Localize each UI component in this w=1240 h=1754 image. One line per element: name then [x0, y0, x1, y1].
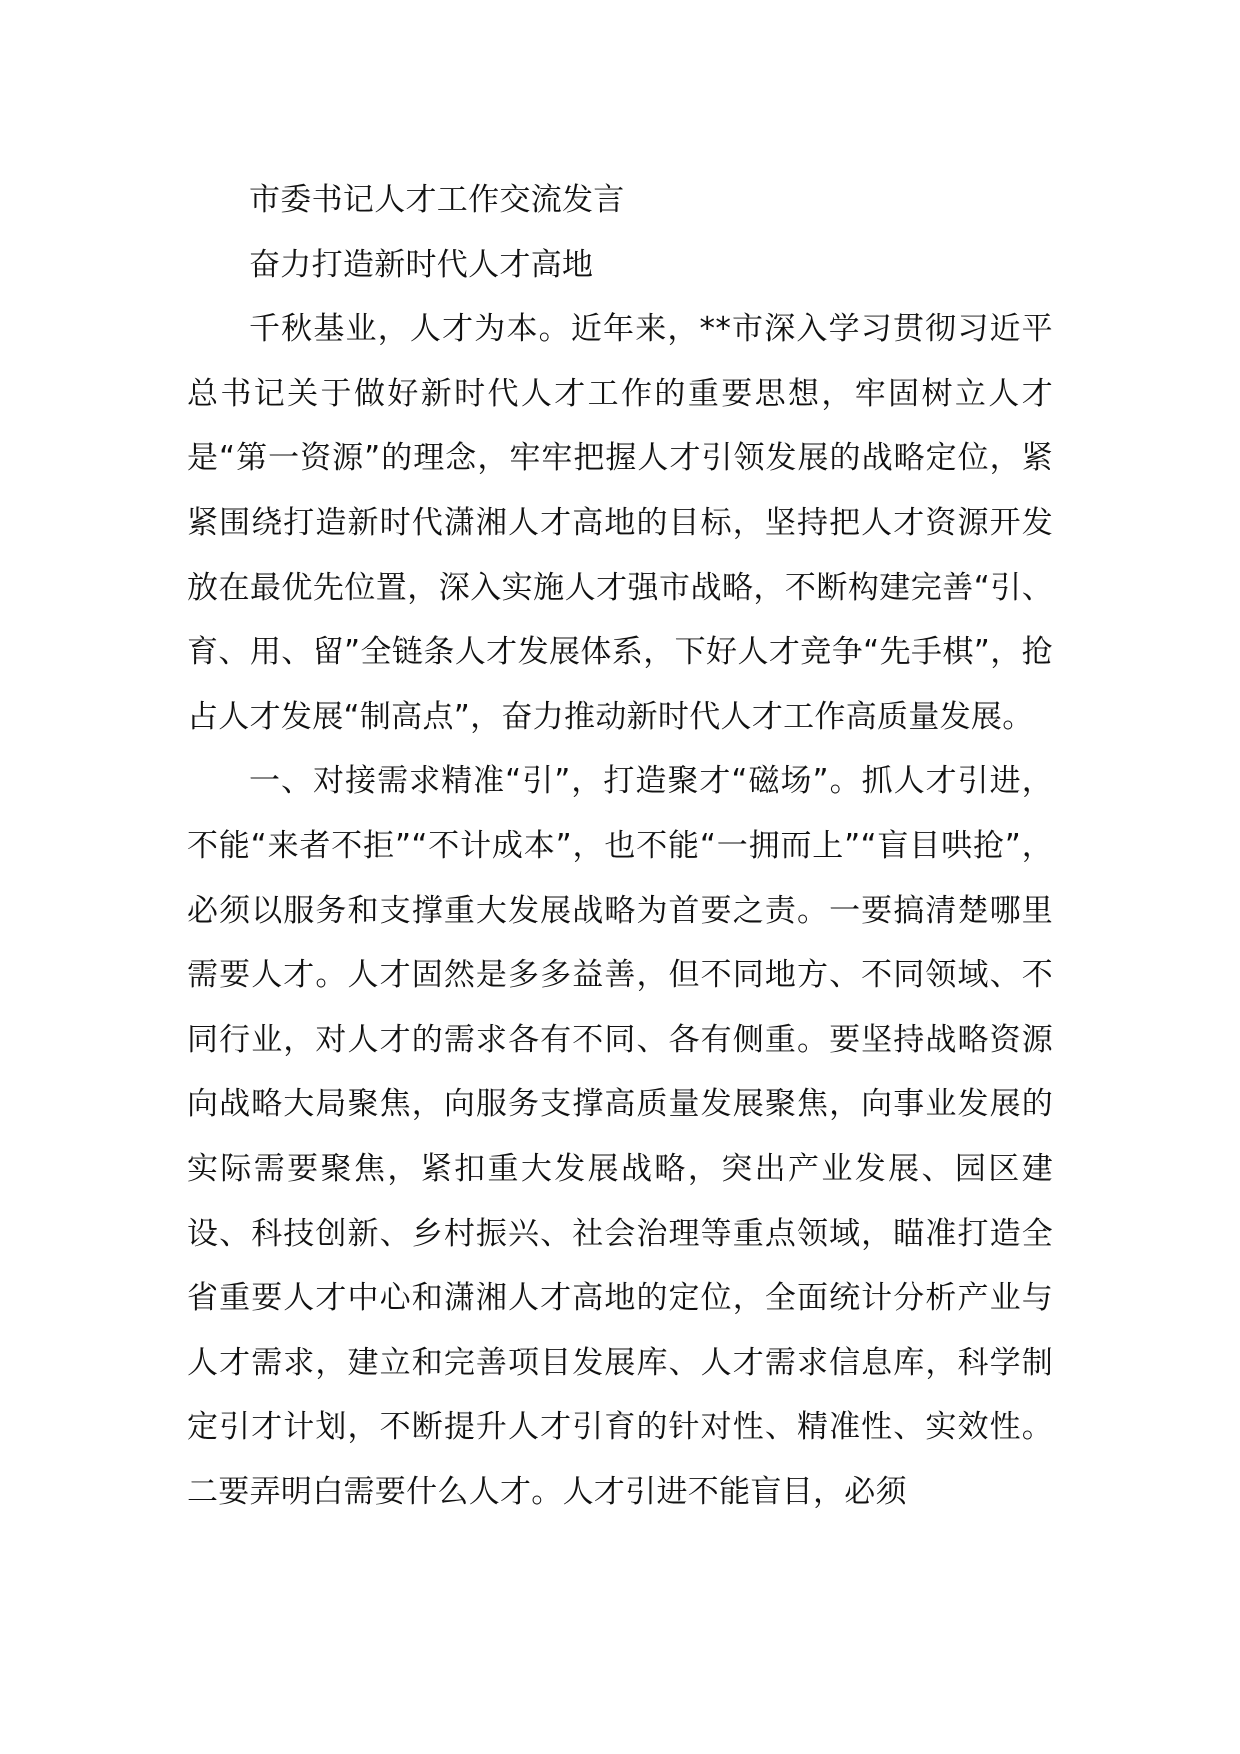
paragraph-intro: 千秋基业，人才为本。近年来，**市深入学习贯彻习近平总书记关于做好新时代人才工作的重要思想，牢固树立人才是“第一资源”的理念，牢牢把握人才引领发展的战略定位，紧紧围绕打造新时代潇湘人才高地的目标，坚持把人才资源开发放在最优先位置，深入实施人才强市战略，不断构建完善“引、育、用、留”全链条人才发展体系，下好人才竞争“先手棋”，抢占人才发展“制高点”，奋力推动新时代人才工作高质量发展。: [187, 311, 1053, 735]
document-title: 市委书记人才工作交流发言: [249, 182, 625, 218]
document-subtitle: 奋力打造新时代人才高地: [249, 246, 594, 283]
paragraph-section-1: 一、对接需求精准“引”，打造聚才“磁场”。抓人才引进，不能“来者不拒”“不计成本”，也不能“一拥而上”“盲目哄抢”，必须以服务和支撑重大发展战略为首要之责。一要搞清楚哪里需要人才。人才固然是多多益善，但不同地方、不同领域、不同行业，对人才的需求各有不同、各有侧重。要坚持战略资源向战略大局聚焦，向服务支撑高质量发展聚焦，向事业发展的实际需要聚焦，紧扣重大发展战略，突出产业发展、园区建设、科技创新、乡村振兴、社会治理等重点领域，瞄准打造全省重要人才中心和潇湘人才高地的定位，全面统计分析产业与人才需求，建立和完善项目发展库、人才需求信息库，科学制定引才计划，不断提升人才引育的针对性、精准性、实效性。二要弄明白需要什么人才。人才引进不能盲目，必须: [187, 763, 1053, 1510]
document-body: [187, 168, 1053, 1524]
